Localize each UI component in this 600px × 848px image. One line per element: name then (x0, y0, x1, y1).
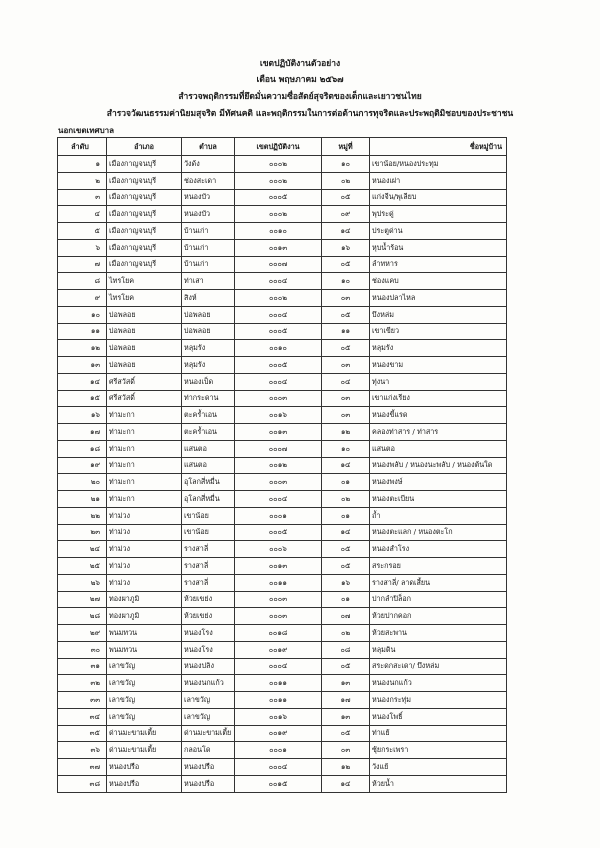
order-cell: ๑๑ (58, 323, 107, 340)
district-cell: ท่าม่วง (107, 541, 182, 558)
col-header-moo: หมู่ที่ (322, 138, 370, 156)
moo-cell: ๐๓ (322, 390, 370, 407)
table-row (58, 273, 507, 290)
village-cell: หุบน้ำร้อน (370, 239, 507, 256)
order-cell: ๒๐ (58, 474, 107, 491)
moo-cell: ๑๔ (322, 524, 370, 541)
village-cell: หลุมรัง (370, 340, 507, 357)
district-cell: หนองปรือ (107, 759, 182, 776)
subdistrict-cell: หนองบัว (182, 189, 235, 206)
village-cell: ลำทหาร (370, 256, 507, 273)
table-row (58, 206, 507, 223)
subdistrict-cell: เลาขวัญ (182, 708, 235, 725)
table-row (58, 407, 507, 424)
moo-cell: ๐๙ (322, 206, 370, 223)
table-row (58, 189, 507, 206)
moo-cell: ๐๓ (322, 357, 370, 374)
village-cell: สระกรอย (370, 558, 507, 575)
moo-cell: ๑๗ (322, 692, 370, 709)
village-cell: ท่าแย้ (370, 725, 507, 742)
village-cell: แก่งจีน/พุเลียบ (370, 189, 507, 206)
order-cell: ๒๒ (58, 507, 107, 524)
district-cell: เลาขวัญ (107, 708, 182, 725)
moo-cell: ๐๒ (322, 491, 370, 508)
village-cell: เขาน้อย/หนองประทุม (370, 156, 507, 173)
page-title: เขตปฏิบัติงานตัวอย่าง (259, 59, 341, 69)
moo-cell: ๐๓ (322, 742, 370, 759)
village-cell: คลองท่าสาร / ท่าสาร (370, 424, 507, 441)
village-cell: ซุ้ยกระเพรา (370, 742, 507, 759)
work-area-cell: ๐๐๑๖ (235, 708, 322, 725)
work-area-cell: ๐๐๑๖ (235, 407, 322, 424)
table-row (58, 390, 507, 407)
work-area-cell: ๐๐๐๓ (235, 608, 322, 625)
subdistrict-cell: บ่อพลอย (182, 306, 235, 323)
table-row (58, 156, 507, 173)
village-cell: หนองขาม (370, 357, 507, 374)
table-row (58, 658, 507, 675)
order-cell: ๒๕ (58, 558, 107, 575)
work-area-cell: ๐๐๐๒ (235, 156, 322, 173)
work-area-cell: ๐๐๐๗ (235, 440, 322, 457)
subdistrict-cell: บ่อพลอย (182, 323, 235, 340)
section-label: นอกเขตเทศบาล (58, 126, 115, 135)
district-cell: ด่านมะขามเตี้ย (107, 725, 182, 742)
col-header-work-area: เขตปฏิบัติงาน (235, 138, 322, 156)
col-header-order: ลำดับ (58, 138, 107, 156)
table-row (58, 440, 507, 457)
table-row (58, 675, 507, 692)
work-area-cell: ๐๐๐๑ (235, 507, 322, 524)
table-row (58, 692, 507, 709)
district-cell: พนมทวน (107, 625, 182, 642)
survey-title: สำรวจพฤติกรรมที่ยึดมั่นความซื่อสัตย์สุจริตของเด็กและเยาวชนไทย (178, 92, 422, 102)
subdistrict-cell: ท่ากระดาน (182, 390, 235, 407)
village-cell: พุประดู่ (370, 206, 507, 223)
village-cell: หนองตะแลก / หนองตะโก (370, 524, 507, 541)
district-cell: เลาขวัญ (107, 675, 182, 692)
order-cell: ๒๑ (58, 491, 107, 508)
work-area-cell: ๐๐๑๑ (235, 574, 322, 591)
order-cell: ๒๙ (58, 625, 107, 642)
village-cell: หนองกระทุ่ม (370, 692, 507, 709)
village-cell: วังแย้ (370, 759, 507, 776)
table-row (58, 507, 507, 524)
order-cell: ๓๖ (58, 742, 107, 759)
order-cell: ๓๕ (58, 725, 107, 742)
district-cell: ท่ามะกา (107, 457, 182, 474)
subdistrict-cell: อุโลกสี่หมื่น (182, 474, 235, 491)
village-cell: หนองสำโรง (370, 541, 507, 558)
table-row (58, 625, 507, 642)
moo-cell: ๐๕ (322, 558, 370, 575)
moo-cell: ๑๖ (322, 574, 370, 591)
moo-cell: ๐๓ (322, 407, 370, 424)
subdistrict-cell: ช่องสะเดา (182, 172, 235, 189)
village-cell: หนองตะเบียน (370, 491, 507, 508)
table-row (58, 256, 507, 273)
subdistrict-cell: หลุมรัง (182, 357, 235, 374)
village-cell: ทุ่งนา (370, 373, 507, 390)
table-header-row (58, 138, 507, 156)
district-cell: ท่ามะกา (107, 474, 182, 491)
village-cell: บึงหล่ม (370, 306, 507, 323)
moo-cell: ๐๗ (322, 608, 370, 625)
order-cell: ๒๘ (58, 608, 107, 625)
moo-cell: ๐๕ (322, 306, 370, 323)
village-cell: หลุมดิน (370, 641, 507, 658)
moo-cell: ๐๕ (322, 658, 370, 675)
subdistrict-cell: หนองบัว (182, 206, 235, 223)
moo-cell: ๑๒ (322, 424, 370, 441)
work-area-cell: ๐๐๑๘ (235, 625, 322, 642)
work-area-cell: ๐๐๐๔ (235, 491, 322, 508)
work-area-cell: ๐๐๐๗ (235, 256, 322, 273)
moo-cell: ๐๒ (322, 625, 370, 642)
village-cell: หนองขี้แรด (370, 407, 507, 424)
moo-cell: ๐๘ (322, 641, 370, 658)
subdistrict-cell: เขาน้อย (182, 507, 235, 524)
work-area-cell: ๐๐๐๓ (235, 390, 322, 407)
subdistrict-cell: บ้านเก่า (182, 223, 235, 240)
district-cell: ด่านมะขามเตี้ย (107, 742, 182, 759)
village-cell: ปากลำปิล็อก (370, 591, 507, 608)
work-area-cell: ๐๐๐๔ (235, 658, 322, 675)
district-cell: ทองผาภูมิ (107, 591, 182, 608)
order-cell: ๓๘ (58, 775, 107, 792)
district-cell: เมืองกาญจนบุรี (107, 172, 182, 189)
village-cell: ถ้ำ (370, 507, 507, 524)
work-area-cell: ๐๐๑๓ (235, 424, 322, 441)
subdistrict-cell: วังด้ง (182, 156, 235, 173)
order-cell: ๓๔ (58, 708, 107, 725)
order-cell: ๑ (58, 156, 107, 173)
subdistrict-cell: เขาน้อย (182, 524, 235, 541)
subdistrict-cell: แสนตอ (182, 457, 235, 474)
order-cell: ๓๑ (58, 658, 107, 675)
subdistrict-cell: รางสาลี่ (182, 541, 235, 558)
subdistrict-cell: ห้วยเขย่ง (182, 591, 235, 608)
district-cell: เมืองกาญจนบุรี (107, 156, 182, 173)
table-row (58, 742, 507, 759)
moo-cell: ๑๐ (322, 440, 370, 457)
table-row (58, 223, 507, 240)
table-row (58, 172, 507, 189)
table-row (58, 524, 507, 541)
subdistrict-cell: ตะคร้ำเอน (182, 424, 235, 441)
work-area-cell: ๐๐๑๐ (235, 340, 322, 357)
moo-cell: ๑๑ (322, 323, 370, 340)
order-cell: ๑๒ (58, 340, 107, 357)
subdistrict-cell: แสนตอ (182, 440, 235, 457)
district-cell: ไทรโยค (107, 290, 182, 307)
subdistrict-cell: เลาขวัญ (182, 692, 235, 709)
table-row (58, 558, 507, 575)
subdistrict-cell: หนองปรือ (182, 759, 235, 776)
village-cell: ห้วยน้ำ (370, 775, 507, 792)
moo-cell: ๑๓ (322, 708, 370, 725)
order-cell: ๑๕ (58, 390, 107, 407)
table-row (58, 306, 507, 323)
district-cell: บ่อพลอย (107, 340, 182, 357)
moo-cell: ๐๑ (322, 591, 370, 608)
district-cell: บ่อพลอย (107, 323, 182, 340)
village-cell: รางสาลี่/ ลาดเสี้ยน (370, 574, 507, 591)
village-cell: สระดกสะเดา/ บึงหล่ม (370, 658, 507, 675)
moo-cell: ๑๔ (322, 457, 370, 474)
table-row (58, 357, 507, 374)
order-cell: ๔ (58, 206, 107, 223)
work-area-cell: ๐๐๐๕ (235, 524, 322, 541)
village-cell: หนองโพธิ์ (370, 708, 507, 725)
moo-cell: ๐๑ (322, 474, 370, 491)
moo-cell: ๐๕ (322, 256, 370, 273)
table-row (58, 340, 507, 357)
work-area-cell: ๐๐๑๕ (235, 775, 322, 792)
col-header-subdistrict: ตำบล (182, 138, 235, 156)
subdistrict-cell: หนองปรือ (182, 775, 235, 792)
work-area-cell: ๐๐๐๓ (235, 591, 322, 608)
village-cell: ช่องแคบ (370, 273, 507, 290)
district-cell: ท่าม่วง (107, 524, 182, 541)
table-row (58, 541, 507, 558)
order-cell: ๑๗ (58, 424, 107, 441)
district-cell: ท่าม่วง (107, 558, 182, 575)
district-cell: ไทรโยค (107, 273, 182, 290)
order-cell: ๑๐ (58, 306, 107, 323)
order-cell: ๓๐ (58, 641, 107, 658)
order-cell: ๙ (58, 290, 107, 307)
village-cell: แสนตอ (370, 440, 507, 457)
village-cell: เขาแก่งเรียง (370, 390, 507, 407)
order-cell: ๑๓ (58, 357, 107, 374)
work-area-cell: ๐๐๑๙ (235, 725, 322, 742)
order-cell: ๒ (58, 172, 107, 189)
village-cell: หนองนกแก้ว (370, 675, 507, 692)
subdistrict-cell: ตะคร้ำเอน (182, 407, 235, 424)
work-area-cell: ๐๐๐๔ (235, 306, 322, 323)
subdistrict-cell: หนองนกแก้ว (182, 675, 235, 692)
district-cell: ศรีสวัสดิ์ (107, 390, 182, 407)
subdistrict-cell: หลุมรัง (182, 340, 235, 357)
district-cell: เมืองกาญจนบุรี (107, 239, 182, 256)
district-cell: ท่าม่วง (107, 507, 182, 524)
moo-cell: ๑๓ (322, 675, 370, 692)
moo-cell: ๑๔ (322, 223, 370, 240)
work-area-cell: ๐๐๐๕ (235, 357, 322, 374)
district-cell: บ่อพลอย (107, 357, 182, 374)
district-cell: ท่ามะกา (107, 491, 182, 508)
work-area-cell: ๐๐๐๔ (235, 759, 322, 776)
order-cell: ๖ (58, 239, 107, 256)
moo-cell: ๑๐ (322, 273, 370, 290)
village-cell: เขาเขียว (370, 323, 507, 340)
village-cell: ห้วยสะพาน (370, 625, 507, 642)
order-cell: ๒๓ (58, 524, 107, 541)
subdistrict-cell: สิงห์ (182, 290, 235, 307)
district-cell: เลาขวัญ (107, 658, 182, 675)
subdistrict-cell: บ้านเก่า (182, 256, 235, 273)
work-area-cell: ๐๐๑๙ (235, 641, 322, 658)
order-cell: ๒๖ (58, 574, 107, 591)
month-label: เดือน พฤษภาคม ๒๕๖๗ (256, 75, 344, 85)
work-area-cell: ๐๐๐๕ (235, 189, 322, 206)
moo-cell: ๐๔ (322, 373, 370, 390)
district-cell: หนองปรือ (107, 775, 182, 792)
work-area-cell: ๐๐๑๓ (235, 239, 322, 256)
moo-cell: ๐๕ (322, 340, 370, 357)
subdistrict-cell: หนองโรง (182, 641, 235, 658)
subdistrict-cell: กลอนโด (182, 742, 235, 759)
col-header-district: อำเภอ (107, 138, 182, 156)
district-cell: บ่อพลอย (107, 306, 182, 323)
order-cell: ๓ (58, 189, 107, 206)
table-row (58, 491, 507, 508)
moo-cell: ๑๐ (322, 156, 370, 173)
district-cell: ท่าม่วง (107, 574, 182, 591)
village-cell: หนองเผ่า (370, 172, 507, 189)
table-row (58, 574, 507, 591)
subdistrict-cell: หนองเป็ด (182, 373, 235, 390)
work-area-cell: ๐๐๐๓ (235, 474, 322, 491)
table-row (58, 725, 507, 742)
work-area-cell: ๐๐๐๒ (235, 172, 322, 189)
work-area-cell: ๐๐๐๔ (235, 273, 322, 290)
district-cell: ทองผาภูมิ (107, 608, 182, 625)
work-area-cell: ๐๐๑๑ (235, 692, 322, 709)
work-area-cell: ๐๐๐๔ (235, 373, 322, 390)
order-cell: ๘ (58, 273, 107, 290)
table-row (58, 290, 507, 307)
subdistrict-cell: อุโลกสี่หมื่น (182, 491, 235, 508)
survey-subtitle: สำรวจวัฒนธรรมค่านิยมสุจริต มีทัศนคติ และพฤติกรรมในการต่อต้านการทุจริตและประพฤติมิชอบของประชาชน (106, 109, 514, 119)
moo-cell: ๑๔ (322, 775, 370, 792)
work-area-cell: ๐๐๑๑ (235, 675, 322, 692)
subdistrict-cell: หนองปลิง (182, 658, 235, 675)
work-area-cell: ๐๐๑๐ (235, 223, 322, 240)
order-cell: ๑๔ (58, 373, 107, 390)
table-row (58, 608, 507, 625)
table-row (58, 424, 507, 441)
table-body (58, 156, 507, 793)
table-row (58, 591, 507, 608)
work-area-cell: ๐๐๐๒ (235, 290, 322, 307)
district-cell: พนมทวน (107, 641, 182, 658)
table-row (58, 457, 507, 474)
order-cell: ๒๗ (58, 591, 107, 608)
table-row (58, 708, 507, 725)
subdistrict-cell: ห้วยเขย่ง (182, 608, 235, 625)
order-cell: ๗ (58, 256, 107, 273)
district-cell: เลาขวัญ (107, 692, 182, 709)
table-row (58, 641, 507, 658)
subdistrict-cell: บ้านเก่า (182, 239, 235, 256)
district-cell: ท่ามะกา (107, 407, 182, 424)
moo-cell: ๐๕ (322, 189, 370, 206)
district-cell: เมืองกาญจนบุรี (107, 223, 182, 240)
table-row (58, 474, 507, 491)
moo-cell: ๑๒ (322, 759, 370, 776)
table-row (58, 323, 507, 340)
subdistrict-cell: รางสาลี่ (182, 558, 235, 575)
district-cell: ท่ามะกา (107, 440, 182, 457)
moo-cell: ๑๖ (322, 239, 370, 256)
col-header-village: ชื่อหมู่บ้าน (370, 138, 507, 156)
subdistrict-cell: ท่าเสา (182, 273, 235, 290)
table-row (58, 239, 507, 256)
order-cell: ๑๙ (58, 457, 107, 474)
district-cell: เมืองกาญจนบุรี (107, 206, 182, 223)
table-row (58, 775, 507, 792)
moo-cell: ๐๑ (322, 507, 370, 524)
district-cell: เมืองกาญจนบุรี (107, 189, 182, 206)
order-cell: ๕ (58, 223, 107, 240)
order-cell: ๓๗ (58, 759, 107, 776)
work-area-cell: ๐๐๐๕ (235, 323, 322, 340)
order-cell: ๓๒ (58, 675, 107, 692)
village-cell: ห้วยปากคอก (370, 608, 507, 625)
district-cell: เมืองกาญจนบุรี (107, 256, 182, 273)
subdistrict-cell: ด่านมะขามเตี้ย (182, 725, 235, 742)
district-cell: ศรีสวัสดิ์ (107, 373, 182, 390)
order-cell: ๒๔ (58, 541, 107, 558)
village-cell: หนองพงษ์ (370, 474, 507, 491)
village-table (57, 137, 507, 793)
village-cell: หนองปลาไหล (370, 290, 507, 307)
table-row (58, 373, 507, 390)
order-cell: ๓๓ (58, 692, 107, 709)
work-area-cell: ๐๐๐๒ (235, 206, 322, 223)
moo-cell: ๐๒ (322, 172, 370, 189)
moo-cell: ๐๕ (322, 541, 370, 558)
work-area-cell: ๐๐๑๒ (235, 457, 322, 474)
order-cell: ๑๘ (58, 440, 107, 457)
subdistrict-cell: รางสาลี่ (182, 574, 235, 591)
order-cell: ๑๖ (58, 407, 107, 424)
work-area-cell: ๐๐๐๑ (235, 742, 322, 759)
district-cell: ท่ามะกา (107, 424, 182, 441)
moo-cell: ๐๕ (322, 725, 370, 742)
subdistrict-cell: หนองโรง (182, 625, 235, 642)
moo-cell: ๐๓ (322, 290, 370, 307)
village-cell: หนองพลับ / หนองนะพลับ / หนองต้นใด (370, 457, 507, 474)
work-area-cell: ๐๐๑๓ (235, 558, 322, 575)
work-area-cell: ๐๐๐๖ (235, 541, 322, 558)
village-cell: ประตูด่าน (370, 223, 507, 240)
table-row (58, 759, 507, 776)
